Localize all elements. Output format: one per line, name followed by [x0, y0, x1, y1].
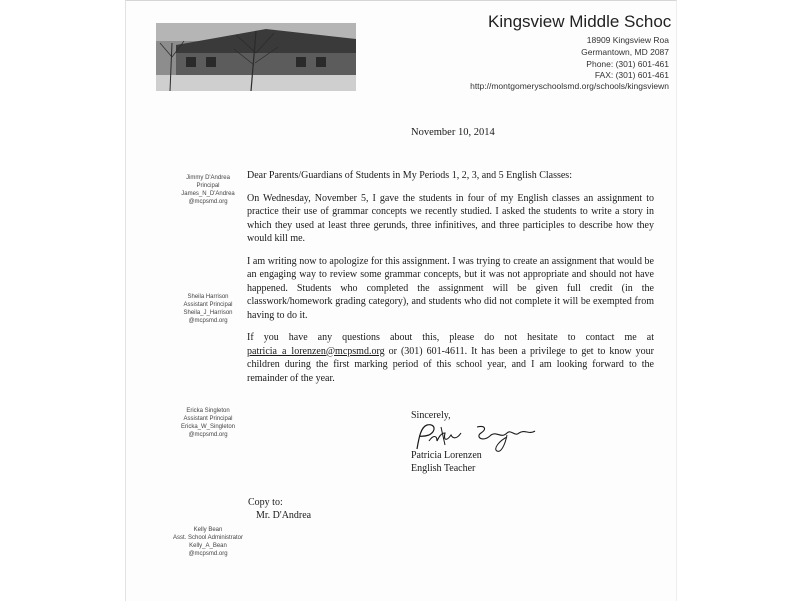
- school-building-photo: [156, 23, 356, 91]
- school-fax: FAX: (301) 601-461: [594, 70, 669, 80]
- letter-page: [125, 0, 677, 601]
- teacher-email-link[interactable]: patricia_a_lorenzen@mcpsmd.org: [247, 345, 385, 357]
- staff-name: Kelly Bean: [193, 527, 223, 533]
- staff-title: Asst. School Administrator: [172, 535, 244, 541]
- staff-title: Assistant Principal: [183, 302, 233, 308]
- letter-body: [247, 169, 654, 394]
- contact-text-end: or (301) 601-4611. It has been a privilege to get to know your children during the first marking period of this school year, and I am looking forward to the remainder of the year.: [247, 345, 654, 384]
- staff-name: Sheila Harrison: [187, 294, 229, 300]
- letter-date: November 10, 2014: [411, 127, 495, 138]
- signer-title: English Teacher: [411, 463, 476, 474]
- school-street-address: 18909 Kingsview Roa: [586, 35, 669, 45]
- staff-name: Jimmy D'Andrea: [186, 175, 230, 181]
- copy-to-recipient: Mr. D'Andrea: [256, 509, 312, 521]
- staff-block-school-administrator: [148, 526, 268, 558]
- staff-email-domain: @mcpsmd.org: [188, 432, 228, 438]
- staff-title: Assistant Principal: [183, 416, 233, 422]
- school-name: Kingsview Middle Schoc: [488, 12, 672, 31]
- paragraph-apology: I am writing now to apologize for this assignment. I was trying to create an assignment that would be an engaging way to review some grammar concepts, but it was not appropriate and should not have happened. Students who completed the assignment will be given full credit (in the classwork/homework grading category), and students who did not complete it will be exempted from having to do it.: [247, 255, 654, 321]
- school-city-state-zip: Germantown, MD 2087: [581, 47, 669, 57]
- signer-name: Patricia Lorenzen: [411, 450, 482, 461]
- school-phone: Phone: (301) 601-461: [586, 59, 669, 69]
- copy-to-block: [248, 497, 311, 522]
- staff-block-assistant-principal-2: [148, 407, 268, 439]
- staff-email-domain: @mcpsmd.org: [188, 318, 228, 324]
- paragraph-contact: [247, 331, 654, 385]
- staff-email-domain: @mcpsmd.org: [188, 551, 228, 557]
- staff-email-user: Kelly_A_Bean: [189, 543, 227, 549]
- staff-name: Ericka Singleton: [186, 408, 230, 414]
- contact-text-start: If you have any questions about this, please do not hesitate to contact me at: [247, 332, 654, 343]
- closing: Sincerely,: [411, 410, 451, 421]
- staff-email-domain: @mcpsmd.org: [188, 199, 228, 205]
- staff-title: Principal: [196, 183, 220, 189]
- signature-block: [411, 449, 482, 475]
- salutation: Dear Parents/Guardians of Students in My Periods 1, 2, 3, and 5 English Classes:: [247, 170, 572, 181]
- paragraph-assignment: On Wednesday, November 5, I gave the students in four of my English classes an assignment to practice their use of grammar concepts we recently studied. I asked the students to write a story in which they used at least three gerunds, three infinitives, and three participles to describe how they would kill me.: [247, 192, 654, 244]
- school-website: http://montgomeryschoolsmd.org/schools/kingsviewn: [470, 81, 669, 91]
- staff-email-user: Sheila_J_Harrison: [183, 310, 233, 316]
- staff-email-user: Ericka_W_Singleton: [180, 424, 236, 430]
- copy-to-label: Copy to:: [248, 497, 283, 508]
- staff-email-user: James_N_D'Andrea: [181, 191, 235, 197]
